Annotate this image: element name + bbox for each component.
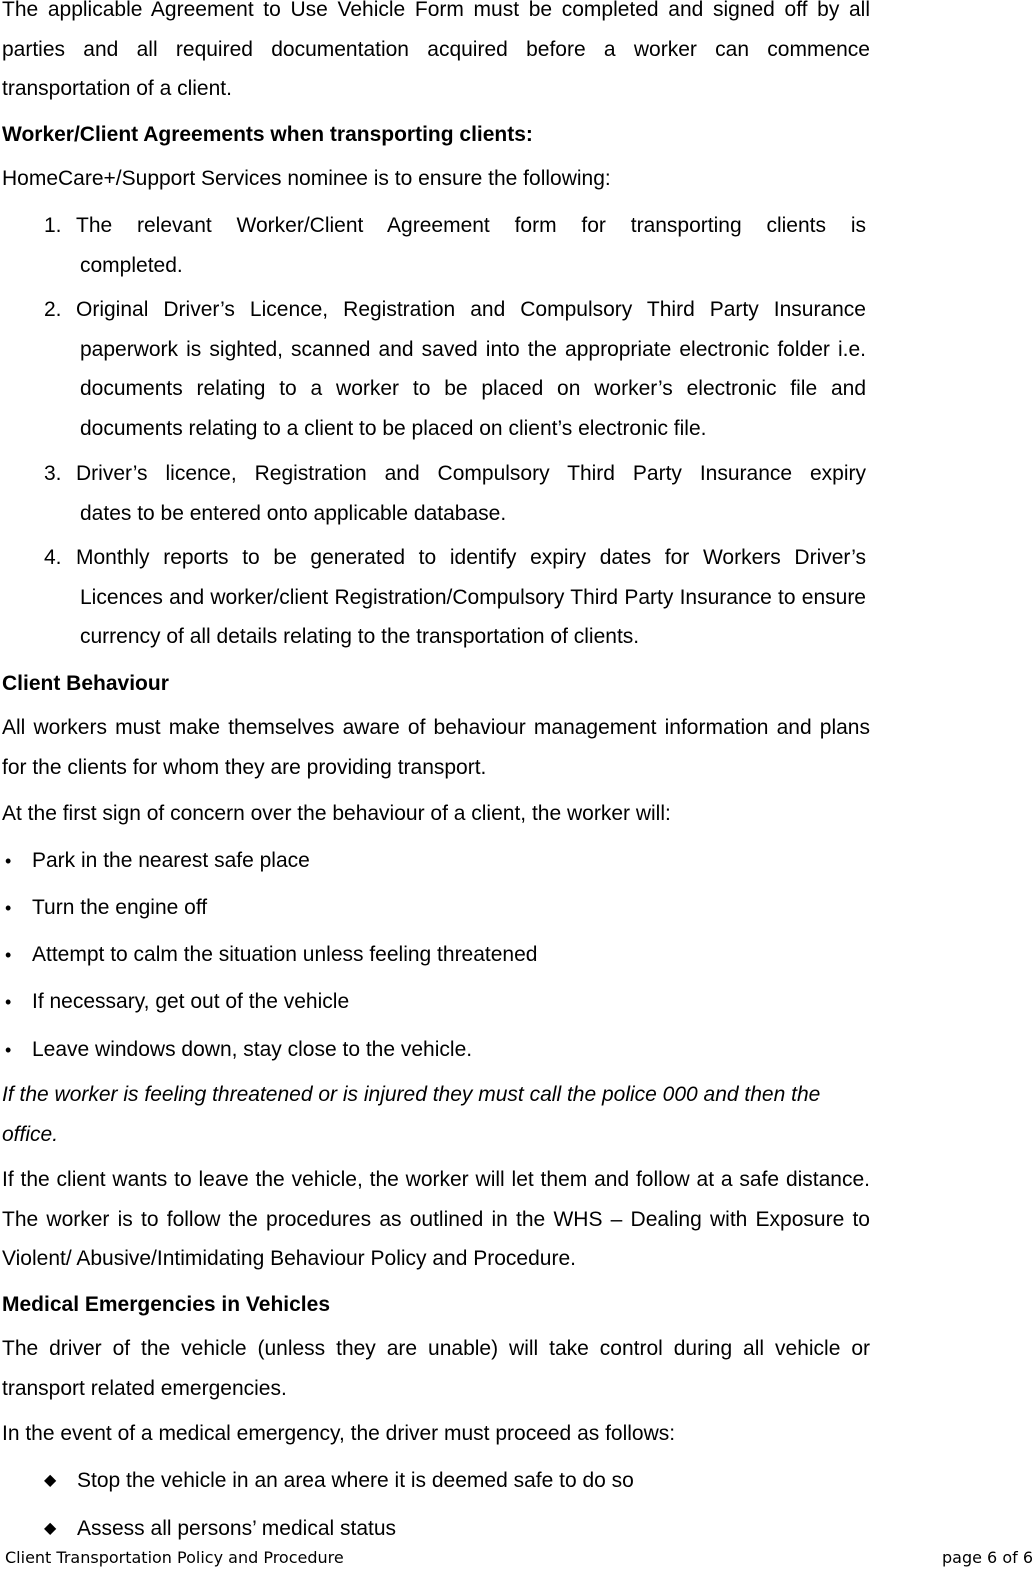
list-item-rest: completed. bbox=[80, 253, 183, 277]
behaviour-paragraph-3: If the client wants to leave the vehicle, the worker will let them and follow at a safe distance. The worker is to follow the procedures as outlined in the WHS – Dealing with Exposure to Violent/ Abusive/Intimidating Behaviour Policy and Procedure. bbox=[2, 1168, 870, 1270]
agreements-lead: HomeCare+/Support Services nominee is to ensure the following: bbox=[2, 167, 611, 190]
bullet-icon: • bbox=[5, 1040, 12, 1060]
bullet-icon: • bbox=[5, 992, 12, 1012]
list-number: 4. bbox=[44, 546, 62, 569]
intro-paragraph: The applicable Agreement to Use Vehicle Form must be completed and signed off by all parties and all required documentation acquired before a worker can commence transportation of a client. bbox=[2, 0, 870, 100]
medical-heading: Medical Emergencies in Vehicles bbox=[2, 1293, 330, 1316]
list-item-first-line: Original Driver’s Licence, Registration and Compulsory Third Party Insurance bbox=[76, 298, 866, 321]
medical-paragraph-2: In the event of a medical emergency, the driver must proceed as follows: bbox=[2, 1422, 676, 1445]
list-item-rest: Licences and worker/client Registration/Compulsory Third Party Insurance to ensure currency of all details relating to the transportation of clients. bbox=[80, 585, 866, 648]
list-item-rest: paperwork is sighted, scanned and saved into the appropriate electronic folder i.e. documents relating to a worker to be placed on worker’s electronic file and documents relating to a client to be placed on client’s electronic file. bbox=[80, 337, 866, 440]
list-number: 2. bbox=[44, 298, 62, 321]
list-number: 3. bbox=[44, 462, 62, 485]
agreements-heading: Worker/Client Agreements when transporting clients: bbox=[2, 123, 533, 146]
diamond-bullet-icon: ◆ bbox=[44, 1472, 57, 1489]
bullet-icon: • bbox=[5, 898, 12, 918]
list-item-rest: dates to be entered onto applicable database. bbox=[80, 501, 507, 525]
medical-paragraph-1: The driver of the vehicle (unless they are unable) will take control during all vehicle or transport related emergencies. bbox=[2, 1337, 870, 1400]
police-note: If the worker is feeling threatened or is injured they must call the police 000 and then the office. bbox=[2, 1083, 821, 1146]
footer-page-number: page 6 of 6 bbox=[942, 1548, 1033, 1567]
list-number: 1. bbox=[44, 214, 62, 237]
list-item-first-line: Monthly reports to be generated to identify expiry dates for Workers Driver’s bbox=[76, 546, 866, 569]
diamond-bullet-icon: ◆ bbox=[44, 1520, 57, 1537]
footer-title: Client Transportation Policy and Procedure bbox=[5, 1548, 344, 1567]
list-item-first-line: The relevant Worker/Client Agreement form for transporting clients is bbox=[76, 214, 866, 237]
list-item-first-line: Driver’s licence, Registration and Compulsory Third Party Insurance expiry bbox=[76, 462, 866, 485]
document-page: The applicable Agreement to Use Vehicle Form must be completed and signed off by all parties and all required documentation acquired before a worker can commence transportation of a client. Worker/Client Agreements when transporting clients: HomeCare+/Support Services nominee is to ensure the following: 1. The relevant Worker/Client Agreement form for transporting clients is completed. 2. Original Driver’s Licence, Registration and Compulsory Third Party Insurance paperwork is sighted, scanned and saved into the appropriate electronic folder i.e. documents relating to a worker to be placed on worker’s electronic file and documents relating to a client to be placed on client’s electronic file. 3. Driver’s licence, Registration and Compulsory Third Party Insurance expiry dates to be entered onto applicable database. 4. Monthly reports to be generated to identify expiry dates for Workers Driver’s Licences and worker/client Registration/Compulsory Third Party Insurance to ensure currency of all details relating to the transportation of clients. Client Behaviour All workers must make themselves aware of behaviour management information and plans for the clients for whom they are providing transport. At the first sign of concern over the behaviour of a client, the worker will: • Park in the nearest safe place • Turn the engine off • Attempt to calm the situation unless feeling threatened • If necessary, get out of the vehicle • Leave windows down, stay close to the vehicle. If the worker is feeling threatened or is injured they must call the police 000 and then the office. If the client wants to leave the vehicle, the worker will let them and follow at a safe distance. The worker is to follow the procedures as outlined in the WHS – Dealing with Exposure to Violent/ Abusive/Intimidating Behaviour Policy and Procedure. Medical Emergencies in Vehicles The driver of the vehicle (unless they are unable) will take control during all vehicle or transport related emergencies. In the event of a medical emergency, the driver must proceed as follows: ◆ Stop the vehicle in an area where it is deemed safe to do so ◆ Assess all persons’ medical status Client Transportation Policy and Procedure page 6 of 6 bbox=[0, 0, 1034, 1574]
behaviour-paragraph-1: All workers must make themselves aware of behaviour management information and plans for the clients for whom they are providing transport. bbox=[2, 716, 870, 779]
bullet-icon: • bbox=[5, 945, 12, 965]
behaviour-heading: Client Behaviour bbox=[2, 672, 169, 695]
behaviour-paragraph-2: At the first sign of concern over the behaviour of a client, the worker will: bbox=[2, 802, 671, 825]
bullet-icon: • bbox=[5, 851, 12, 871]
